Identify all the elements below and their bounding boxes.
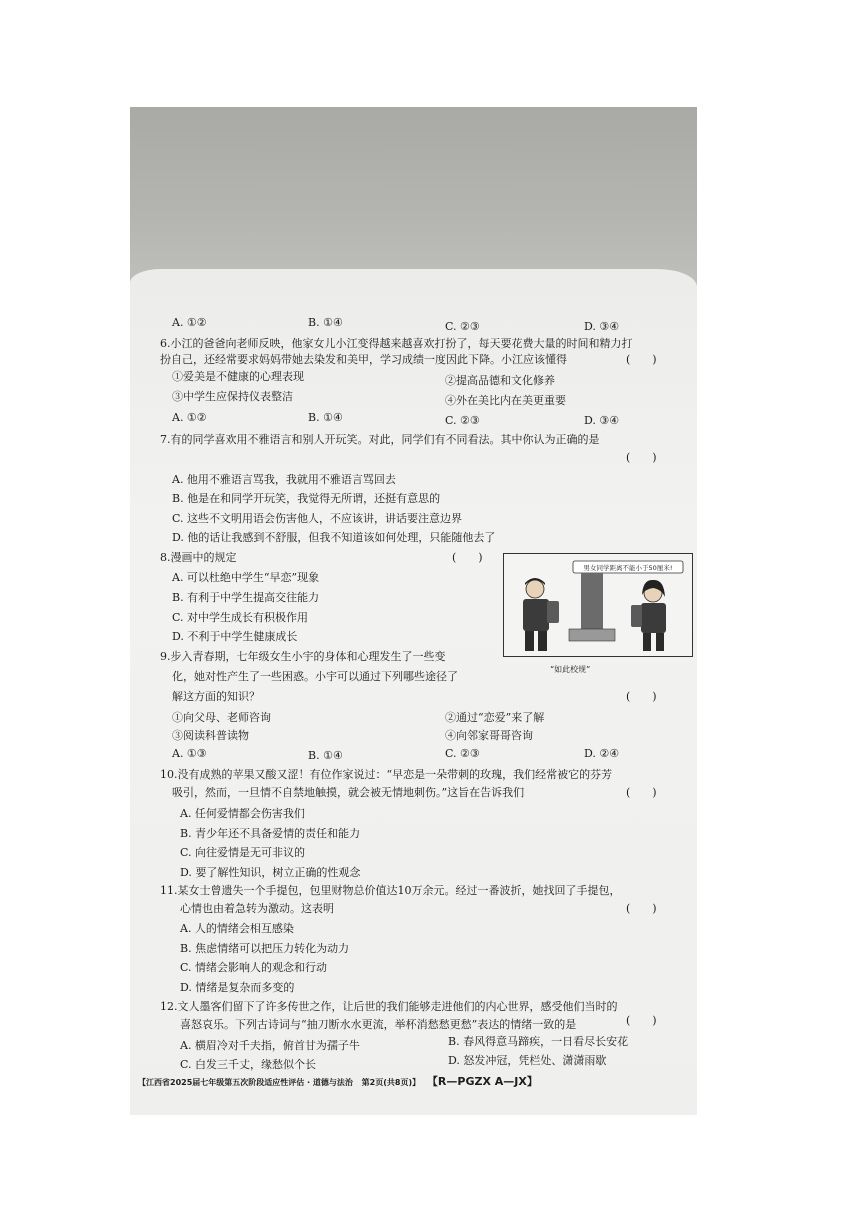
- exam-page-content: [130, 269, 697, 1115]
- q12-answer-paren: ( ): [626, 1014, 657, 1027]
- q11-answer-paren: ( ): [626, 902, 657, 915]
- q9-answer-paren: ( ): [626, 690, 657, 703]
- q9-stem-line3: 解这方面的知识？: [172, 690, 260, 703]
- q7-answer-paren: ( ): [626, 451, 657, 464]
- footer-page-number: 第2页(共8页)】: [361, 1078, 421, 1087]
- q9-option-b: B. ①④: [308, 749, 343, 762]
- q7-option-c: C. 这些不文明用语会伤害他人，不应该讲，讲话要注意边界: [172, 512, 463, 525]
- q8-answer-paren: ( ): [452, 551, 483, 564]
- cartoon-ruler-base: [569, 629, 615, 641]
- q11-option-b: B. 焦虑情绪可以把压力转化为动力: [180, 942, 350, 955]
- q9-option-d: D. ②④: [584, 747, 620, 760]
- q6-item-4: ④外在美比内在美更重要: [445, 394, 566, 407]
- q12-stem-line2: 喜怒哀乐。下列古诗词与“抽刀断水水更流，举杯消愁愁更愁”表达的情绪一致的是: [180, 1018, 577, 1031]
- q5-option-c: C. ②③: [445, 320, 480, 333]
- q6-option-c: C. ②③: [445, 414, 480, 427]
- q6-answer-paren: ( ): [626, 353, 657, 366]
- q10-answer-paren: ( ): [626, 786, 657, 799]
- q9-item-2: ②通过“恋爱”来了解: [445, 711, 545, 724]
- exam-paper: [130, 269, 697, 1115]
- q12-option-b: B. 春风得意马蹄疾，一日看尽长安花: [448, 1035, 629, 1048]
- q10-option-b: B. 青少年还不具备爱情的责任和能力: [180, 827, 361, 840]
- q12-option-d: D. 怒发冲冠，凭栏处、潇潇雨歇: [448, 1054, 607, 1067]
- q10-stem-line1: 10.没有成熟的苹果又酸又涩！有位作家说过：“早恋是一朵带刺的玫瑰，我们经常被它的芬芳: [160, 768, 613, 781]
- footer-exam-title: 【江西省2025届七年级第五次阶段适应性评估 · 道德与法治: [138, 1078, 353, 1087]
- q8-stem: 8.漫画中的规定: [160, 551, 237, 564]
- q7-option-b: B. 他是在和同学开玩笑，我觉得无所谓，还挺有意思的: [172, 492, 441, 505]
- q9-option-c: C. ②③: [445, 747, 480, 760]
- q7-option-d: D. 他的话让我感到不舒服，但我不知道该如何处理，只能随他去了: [172, 531, 496, 544]
- q10-option-a: A. 任何爱情都会伤害我们: [180, 807, 305, 820]
- q7-stem: 7.有的同学喜欢用不雅语言和别人开玩笑。对此，同学们有不同看法。其中你认为正确的是: [160, 433, 600, 446]
- q6-item-3: ③中学生应保持仪表整洁: [172, 390, 293, 403]
- q9-item-1: ①向父母、老师咨询: [172, 711, 271, 724]
- q9-stem-line2: 化，她对性产生了一些困惑。小宇可以通过下列哪些途径了: [172, 670, 458, 683]
- school-rule-cartoon: [503, 553, 693, 657]
- footer-paper-code: 【R—PGZX A—JX】: [426, 1075, 538, 1088]
- cartoon-sign-text: 男女同学距离不能小于50厘米!: [583, 564, 673, 572]
- q6-stem-line1: 6.小江的爸爸向老师反映，他家女儿小江变得越来越喜欢打扮了，每天要花费大量的时间和精力打: [160, 337, 633, 350]
- q8-option-c: C. 对中学生成长有积极作用: [172, 611, 309, 624]
- q8-option-d: D. 不利于中学生健康成长: [172, 630, 298, 643]
- q12-stem-line1: 12.文人墨客们留下了许多传世之作，让后世的我们能够走进他们的内心世界，感受他们当时的: [160, 1000, 618, 1013]
- q9-option-a: A. ①③: [172, 747, 207, 760]
- q11-option-d: D. 情绪是复杂而多变的: [180, 981, 295, 994]
- q8-option-a: A. 可以杜绝中学生“早恋”现象: [172, 571, 320, 584]
- q5-option-a: A. ①②: [172, 316, 207, 329]
- photo-frame: [130, 107, 697, 1115]
- q11-option-a: A. 人的情绪会相互感染: [180, 922, 294, 935]
- q5-option-b: B. ①④: [308, 316, 343, 329]
- q12-option-c: C. 白发三千丈，缘愁似个长: [180, 1058, 317, 1071]
- q6-item-2: ②提高品德和文化修养: [445, 374, 555, 387]
- q10-option-d: D. 要了解性知识，树立正确的性观念: [180, 866, 361, 879]
- q11-option-c: C. 情绪会影响人的观念和行动: [180, 961, 328, 974]
- q11-stem-line2: 心情也由着急转为激动。这表明: [180, 902, 334, 915]
- q6-option-d: D. ③④: [584, 414, 620, 427]
- cartoon-ruler: [581, 573, 603, 631]
- q6-option-a: A. ①②: [172, 411, 207, 424]
- q6-option-b: B. ①④: [308, 411, 343, 424]
- q9-item-3: ③阅读科普读物: [172, 729, 249, 742]
- q6-item-1: ①爱美是不健康的心理表现: [172, 370, 304, 383]
- q11-stem-line1: 11.某女士曾遗失一个手提包，包里财物总价值达10万余元。经过一番波折，她找回了手提包，: [160, 884, 621, 897]
- q6-stem-line2: 扮自己，还经常要求妈妈带她去染发和美甲，学习成绩一度因此下降。小江应该懂得: [160, 353, 567, 366]
- cartoon-caption: “如此校规”: [550, 665, 591, 674]
- q5-option-d: D. ③④: [584, 320, 620, 333]
- q9-stem-line1: 9.步入青春期，七年级女生小宇的身体和心理发生了一些变: [160, 650, 446, 663]
- q9-item-4: ④向邻家哥哥咨询: [445, 729, 533, 742]
- q8-option-b: B. 有利于中学生提高交往能力: [172, 591, 320, 604]
- q12-option-a: A. 横眉冷对千夫指，俯首甘为孺子牛: [180, 1039, 360, 1052]
- q10-stem-line2: 吸引，然而，一旦情不自禁地触摸，就会被无情地刺伤。”这旨在告诉我们: [172, 786, 525, 799]
- q7-option-a: A. 他用不雅语言骂我，我就用不雅语言骂回去: [172, 473, 396, 486]
- q10-option-c: C. 向往爱情是无可非议的: [180, 846, 306, 859]
- page-footer: [138, 1074, 688, 1091]
